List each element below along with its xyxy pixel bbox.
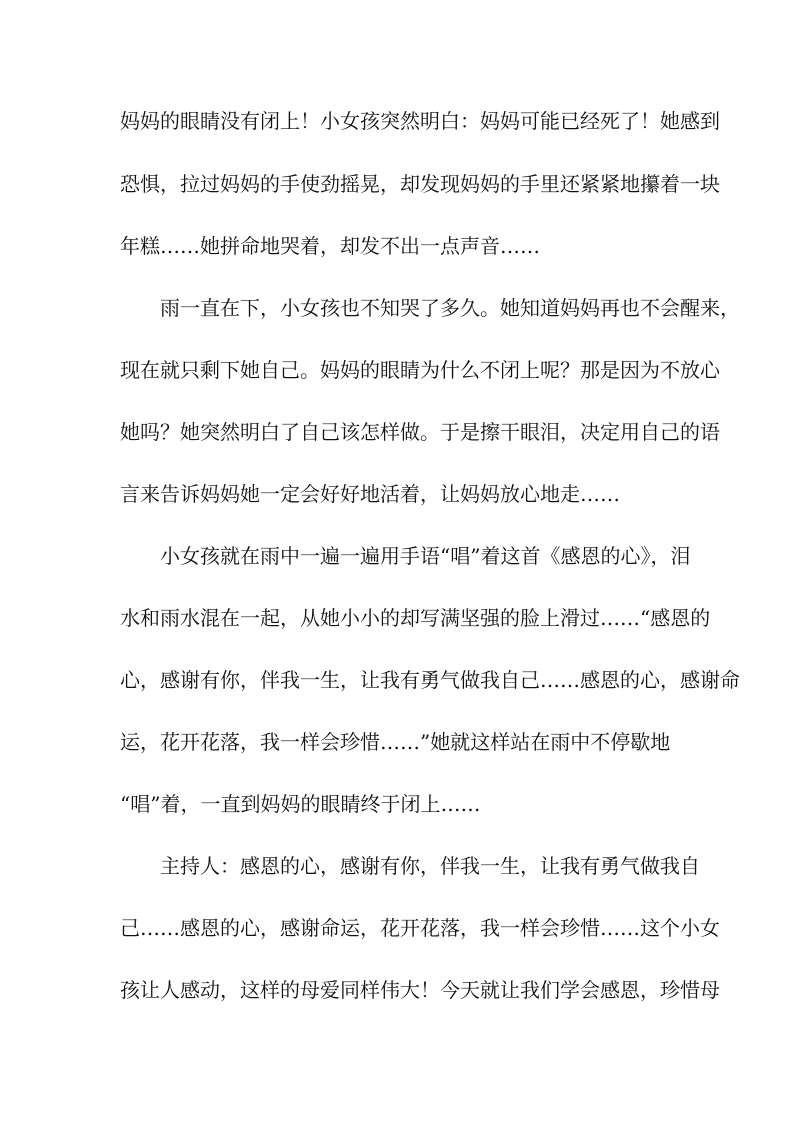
- text-line: 己……感恩的心，感谢命运，花开花落，我一样会珍惜……这个小女: [120, 916, 720, 940]
- paragraph-first-line: 小女孩就在雨中一遍一遍用手语“唱”着这首《感恩的心》，泪: [160, 544, 691, 568]
- text-line: 她吗？她突然明白了自己该怎样做。于是擦干眼泪，决定用自己的语: [120, 420, 720, 444]
- text-line: 孩让人感动，这样的母爱同样伟大！今天就让我们学会感恩，珍惜母: [120, 978, 720, 1002]
- text-line: 心，感谢有你，伴我一生，让我有勇气做我自己……感恩的心，感谢命: [120, 668, 740, 692]
- text-line: 运，花开花落，我一样会珍惜……”她就这样站在雨中不停歇地: [120, 730, 671, 754]
- paragraph-first-line: 雨一直在下，小女孩也不知哭了多久。她知道妈妈再也不会醒来，: [160, 296, 740, 320]
- text-line: 现在就只剩下她自己。妈妈的眼睛为什么不闭上呢？那是因为不放心: [120, 358, 720, 382]
- text-line: 妈妈的眼睛没有闭上！小女孩突然明白：妈妈可能已经死了！她感到: [120, 109, 720, 133]
- paragraph-first-line: 主持人：感恩的心，感谢有你，伴我一生，让我有勇气做我自: [160, 854, 700, 878]
- text-line: 年糕……她拼命地哭着，却发不出一点声音……: [120, 234, 540, 258]
- text-line: 言来告诉妈妈她一定会好好地活着，让妈妈放心地走……: [120, 482, 620, 506]
- text-line: “唱”着，一直到妈妈的眼睛终于闭上……: [120, 792, 481, 816]
- text-line: 恐惧，拉过妈妈的手使劲摇晃，却发现妈妈的手里还紧紧地攥着一块: [120, 172, 720, 196]
- text-line: 水和雨水混在一起，从她小小的却写满坚强的脸上滑过……“感恩的: [120, 606, 711, 630]
